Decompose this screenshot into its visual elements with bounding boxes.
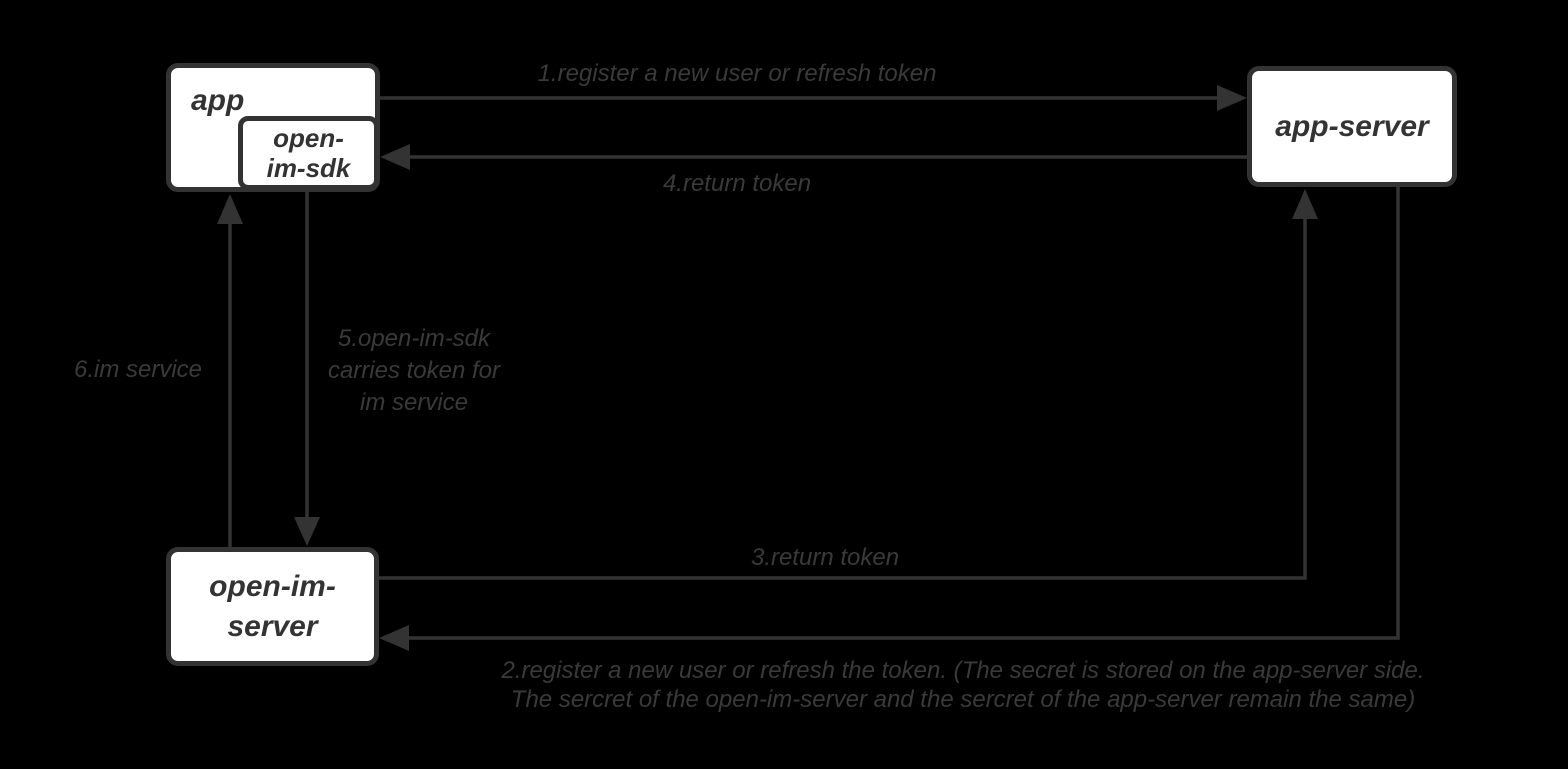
arrow-5-label-line2: carries token for (327, 357, 501, 384)
arrow-3-head-up-icon (1292, 189, 1318, 219)
node-open-im-server (166, 547, 379, 666)
node-app-server-label: app-server (1275, 109, 1429, 143)
arrow-4-appserver-to-sdk (380, 144, 1247, 170)
arrow-5-label-line3: im service (359, 389, 468, 416)
arrow-6-label: 6.im service (73, 356, 203, 383)
node-app-server (1247, 66, 1457, 187)
arrow-4-label: 4.return token (662, 170, 812, 197)
arrow-2-label-line1: 2.register a new user or refresh the token. (The secret is stored on the app-server side. (501, 657, 1425, 684)
arrow-1-head-right-icon (1217, 85, 1247, 111)
node-open-im-sdk (238, 116, 379, 190)
arrow-2-appserver-to-openimserver (379, 187, 1398, 651)
arrow-2-label-line2: The sercret of the open-im-server and the sercret of the app-server remain the same) (510, 686, 1416, 713)
node-open-im-server-label-line2: server (227, 609, 318, 643)
node-open-im-sdk-label-line1: open- (273, 123, 344, 153)
arrow-1-label: 1.register a new user or refresh token (537, 60, 937, 87)
node-app-label: app (191, 84, 245, 117)
arrow-2-label (397, 656, 1529, 714)
node-open-im-sdk-label-line2: im-sdk (266, 153, 351, 183)
arrow-5-head-down-icon (294, 517, 320, 546)
arrow-6-head-up-icon (217, 194, 243, 224)
node-open-im-server-label-line1: open-im- (209, 569, 336, 603)
arrow-2-head-left-icon (379, 625, 409, 651)
arrow-5-label (309, 323, 519, 419)
arrow-1-app-to-appserver (380, 85, 1247, 111)
arrow-3-label: 3.return token (750, 544, 900, 571)
arrow-5-label-line1: 5.open-im-sdk (337, 325, 491, 352)
arrow-3-openimserver-to-appserver (379, 189, 1318, 578)
arrow-4-head-left-icon (380, 144, 410, 170)
